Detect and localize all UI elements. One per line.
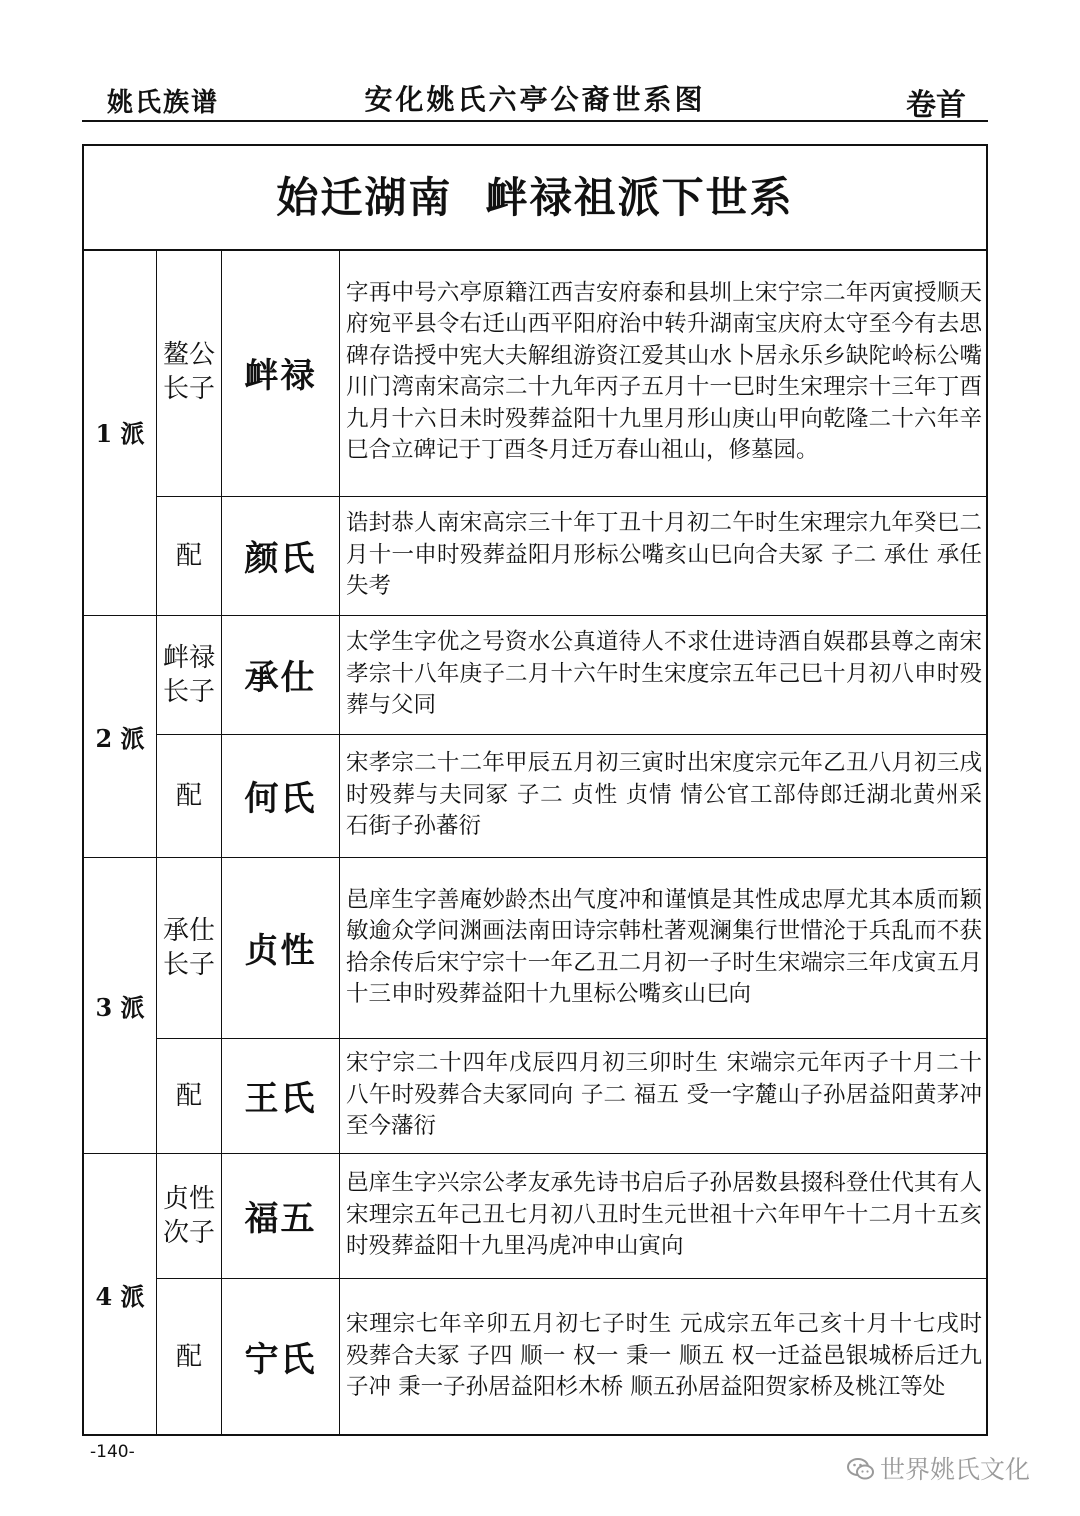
generation-cell: 1 派 xyxy=(84,249,157,615)
table-row xyxy=(84,857,986,1038)
table-row xyxy=(84,615,986,734)
name-cell: 何氏 xyxy=(222,734,340,857)
relation-cell: 配 xyxy=(157,1038,222,1153)
watermark xyxy=(846,1450,1030,1486)
table-row xyxy=(84,1278,986,1435)
description-cell: 宋孝宗二十二年甲辰五月初三寅时出宋度宗元年乙丑八月初三戌时殁葬与夫同冢 子二 贞性 贞情 情公官工部侍郎迁湖北黄州采石街子孙蕃衍 xyxy=(340,734,987,857)
table-title: 始迁湖南 衅禄祖派下世系 xyxy=(84,146,986,251)
relation-text: 衅禄 长子 xyxy=(162,642,215,707)
relation-cell xyxy=(157,249,222,496)
table-row xyxy=(84,734,986,857)
header-chapter-title: 安化姚氏六亭公裔世系图 xyxy=(364,83,706,116)
name-cell: 福五 xyxy=(222,1153,340,1278)
table-row xyxy=(84,249,986,496)
relation-cell: 配 xyxy=(157,496,222,615)
relation-cell xyxy=(157,857,222,1038)
description-cell: 邑庠生字善庵妙龄杰出气度冲和谨慎是其性成忠厚尤其本质而颖敏逾众学问渊画法南田诗宗韩杜著观澜集行世惜沦于兵乱而不获拾余传后宋宁宗十一年乙丑二月初一子时生宋端宗三年戊寅五月十三申时殁葬益阳十九里标公嘴亥山巳向 xyxy=(340,857,987,1038)
header-volume: 卷首 xyxy=(906,88,966,123)
description-cell: 邑庠生字兴宗公孝友承先诗书启后子孙居数县掇科登仕代其有人 宋理宗五年己丑七月初八丑时生元世祖十六年甲午十二月十五亥时殁葬益阳十九里冯虎冲申山寅向 xyxy=(340,1153,987,1278)
table-row xyxy=(84,496,986,615)
description-cell: 太学生字优之号资水公真道待人不求仕进诗酒自娱郡县尊之南宋孝宗十八年庚子二月十六午时生宋度宗五年己巳十月初八申时殁葬与父同 xyxy=(340,615,987,734)
name-cell: 贞性 xyxy=(222,857,340,1038)
generation-cell: 3 派 xyxy=(84,857,157,1153)
wechat-icon xyxy=(846,1456,876,1482)
relation-text: 承仕 长子 xyxy=(162,915,215,980)
description-cell: 诰封恭人南宋高宗三十年丁丑十月初二午时生宋理宗九年癸巳二月十一申时殁葬益阳月形标公嘴亥山巳向合夫冢 子二 承仕 承任失考 xyxy=(340,496,987,615)
description-cell: 宋宁宗二十四年戊辰四月初三卯时生 宋端宗元年丙子十月二十八午时殁葬合夫冢同向 子二 福五 受一字麓山子孙居益阳黄茅冲至今藩衍 xyxy=(340,1038,987,1153)
genealogy-frame xyxy=(82,144,988,1436)
relation-cell: 配 xyxy=(157,1278,222,1435)
name-cell: 颜氏 xyxy=(222,496,340,615)
watermark-text: 世界姚氏文化 xyxy=(880,1455,1031,1484)
page-number: -140- xyxy=(90,1442,135,1462)
relation-text: 贞性 次子 xyxy=(162,1183,215,1248)
name-cell: 承仕 xyxy=(222,615,340,734)
genealogy-table xyxy=(84,249,986,1436)
header-rule xyxy=(82,120,988,122)
table-row xyxy=(84,1153,986,1278)
name-cell: 衅禄 xyxy=(222,249,340,496)
description-cell: 字再中号六亭原籍江西吉安府泰和县圳上宋宁宗二年丙寅授顺天府宛平县令右迁山西平阳府治中转升湖南宝庆府太守至今有去思碑存诰授中宪大夫解组游资江爱其山水卜居永乐乡缺陀岭标公嘴川门湾南宋高宗二十九年丙子五月十一巳时生宋理宗十三年丁酉九月十六日未时殁葬益阳十九里月形山庚山甲向乾隆二十六年辛巳合立碑记于丁酉冬月迁万春山祖山，修墓园。 xyxy=(340,249,987,496)
page-header xyxy=(82,70,988,123)
description-cell: 宋理宗七年辛卯五月初七子时生 元成宗五年己亥十月十七戌时殁葬合夫冢 子四 顺一 权一 秉一 顺五 权一迁益邑银城桥后迁九子冲 秉一子孙居益阳杉木桥 顺五孙居益阳贺家桥及桃江等处 xyxy=(340,1278,987,1435)
relation-text: 鳌公 长子 xyxy=(162,340,215,405)
relation-cell xyxy=(157,1153,222,1278)
name-cell: 王氏 xyxy=(222,1038,340,1153)
header-book-title: 姚氏族谱 xyxy=(107,88,220,118)
name-cell: 宁氏 xyxy=(222,1278,340,1435)
table-row xyxy=(84,1038,986,1153)
relation-cell: 配 xyxy=(157,734,222,857)
generation-cell: 2 派 xyxy=(84,615,157,857)
relation-cell xyxy=(157,615,222,734)
generation-cell: 4 派 xyxy=(84,1153,157,1435)
